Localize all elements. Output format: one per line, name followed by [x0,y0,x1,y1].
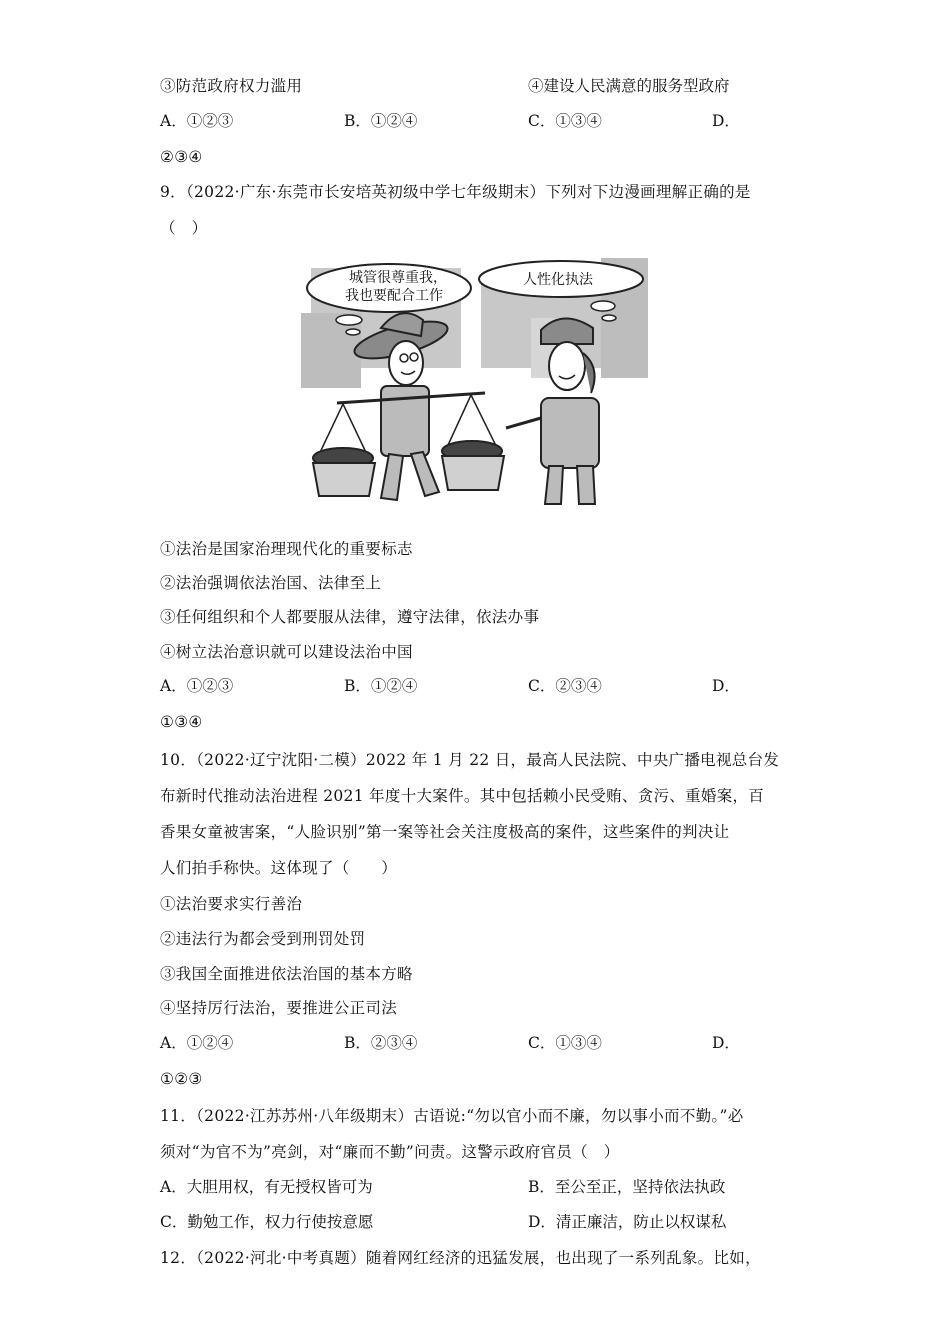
q10-statement-1: ①法治要求实行善治 [160,895,303,913]
q9-option-b[interactable]: B．①②④ [344,677,418,695]
q10-stem-line-1: 10．（2022·辽宁沈阳·二模）2022 年 1 月 22 日，最高人民法院、中央广播电视总台发 [160,751,780,769]
bubble-left-line1: 城管很尊重我， [349,270,447,286]
q9-statement-2: ②法治强调依法治国、法律至上 [160,574,382,592]
q10-option-a[interactable]: A．①②④ [160,1034,234,1052]
q10-statement-3: ③我国全面推进依法治国的基本方略 [160,965,413,983]
q8-statement-3: ③防范政府权力滥用 [160,77,303,95]
q10-stem-line-4: 人们拍手称快。这体现了（ ） [160,859,398,877]
q11-option-c[interactable]: C．勤勉工作，权力行使按意愿 [160,1213,374,1231]
q10-option-d[interactable]: D． [712,1034,740,1052]
q10-option-b[interactable]: B．②③④ [344,1034,418,1052]
q9-stem: 9．（2022·广东·东莞市长安培英初级中学七年级期末）下列对下边漫画理解正确的是 [160,183,751,201]
q8-option-c[interactable]: C．①③④ [528,112,602,130]
q8-option-a[interactable]: A．①②③ [160,112,234,130]
q9-option-c[interactable]: C．②③④ [528,677,602,695]
q10-statement-4: ④坚持厉行法治，要推进公正司法 [160,999,398,1017]
q8-option-d-value: ②③④ [160,148,203,166]
q10-statement-2: ②违法行为都会受到刑罚处罚 [160,930,366,948]
q8-option-b[interactable]: B．①②④ [344,112,418,130]
q10-option-d-value: ①②③ [160,1070,203,1088]
q11-stem-line-2: 须对“为官不为”亮剑，对“廉而不勤”问责。这警示政府官员（ ） [160,1143,620,1161]
q8-statement-4: ④建设人民满意的服务型政府 [528,77,730,95]
q9-statement-1: ①法治是国家治理现代化的重要标志 [160,540,413,558]
bubble-right-text: 人性化执法 [523,272,593,288]
q9-cartoon-image [301,258,648,514]
q11-stem-line-1: 11．（2022·江苏苏州·八年级期末）古语说:“勿以官小而不廉，勿以事小而不勤。”必 [160,1107,744,1125]
q10-stem-line-2: 布新时代推动法治进程 2021 年度十大案件。其中包括赖小民受贿、贪污、重婚案，百 [160,787,765,805]
q9-option-a[interactable]: A．①②③ [160,677,234,695]
q9-statement-3: ③任何组织和个人都要服从法律，遵守法律，依法办事 [160,608,540,626]
q10-option-c[interactable]: C．①③④ [528,1034,602,1052]
q8-option-d[interactable]: D． [712,112,740,130]
bubble-left-line2: 我也要配合工作 [345,288,443,304]
q11-option-b[interactable]: B．至公至正，坚持依法执政 [528,1178,726,1196]
q11-option-a[interactable]: A．大胆用权，有无授权皆可为 [160,1178,373,1196]
q9-option-d[interactable]: D． [712,677,740,695]
q9-statement-4: ④树立法治意识就可以建设法治中国 [160,643,413,661]
q9-option-d-value: ①③④ [160,713,203,731]
q10-stem-line-3: 香果女童被害案，“人脸识别”第一案等社会关注度极高的案件，这些案件的判决让 [160,823,730,841]
q9-stem-paren: （ ） [160,219,208,237]
q12-stem-line-1: 12．（2022·河北·中考真题）随着网红经济的迅猛发展，也出现了一系列乱象。比如， [160,1249,761,1267]
q11-option-d[interactable]: D．清正廉洁，防止以权谋私 [528,1213,727,1231]
